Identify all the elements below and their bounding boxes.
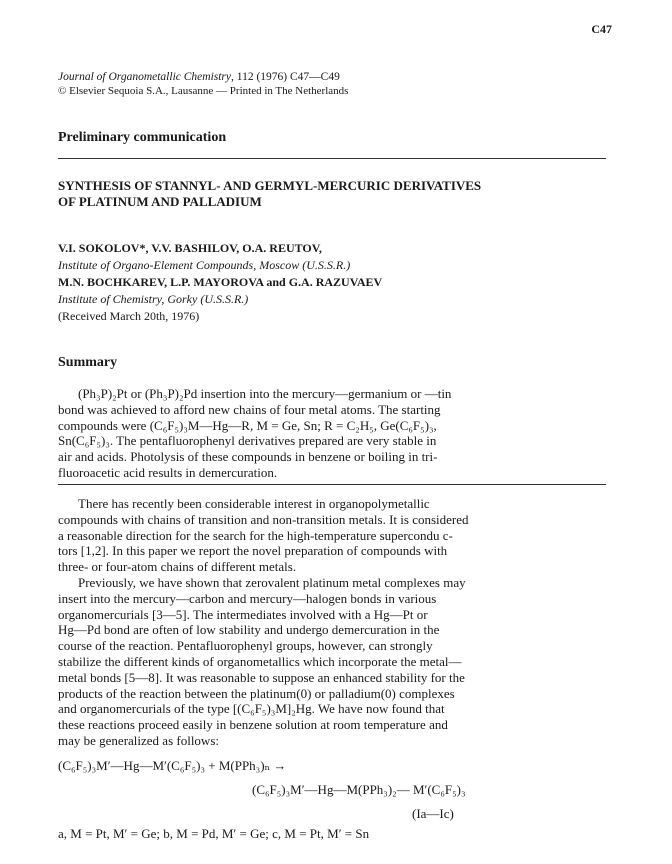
summary-line: bond was achieved to afford new chains of four metal atoms. The starting xyxy=(58,401,441,417)
body-line: There has recently been considerable interest in organopolymetallic xyxy=(78,496,430,511)
equation-label: (Ia—Ic) xyxy=(412,806,454,821)
author-group-2: M.N. BOCHKAREV, L.P. MAYOROVA and G.A. RAZUVAEV xyxy=(58,275,383,289)
body-line: and organomercurials of the type [(C₆F₅)₃M]₂Hg. We have now found that xyxy=(58,701,445,717)
summary-line: Sn(C₆F₅)₃. The pentafluorophenyl derivatives prepared are very stable in xyxy=(58,433,437,449)
summary-line: fluoroacetic acid results in demercuration. xyxy=(58,464,278,480)
equation-left: (C₆F₅)₃M′—Hg—M′(C₆F₅)₃ + M(PPh₃)ₙ → xyxy=(58,758,287,773)
body-line: metal bonds [5—8]. It was reasonable to suppose an enhanced stability for the xyxy=(58,669,465,685)
body-line: stabilize the different kinds of organometallics which incorporate the metal— xyxy=(58,653,462,669)
body-line: course of the reaction. Pentafluorophenyl groups, however, can strongly xyxy=(58,638,433,654)
body-line: compounds with chains of transition and non-transition metals. It is considered xyxy=(58,511,469,527)
page-number: C47 xyxy=(591,22,612,36)
summary-line: (Ph₃P)₂Pt or (Ph₃P)₂Pd insertion into the mercury—germanium or —tin xyxy=(78,386,452,401)
article-title xyxy=(58,178,618,210)
institution-1: Institute of Organo-Element Compounds, Moscow (U.S.S.R.) xyxy=(58,258,351,272)
journal-volume: , 112 (1976) C47—C49 xyxy=(231,71,340,83)
body-line: these reactions proceed easily in benzene solution at room temperature and xyxy=(58,717,448,733)
section-label: Preliminary communication xyxy=(58,130,227,145)
equation-right: (C₆F₅)₃M′—Hg—M(PPh₃)₂— M′(C₆F₅)₃ xyxy=(252,782,466,797)
summary-divider xyxy=(58,484,606,485)
body-line: may be generalized as follows: xyxy=(58,732,219,748)
journal-citation xyxy=(58,70,348,84)
equation-legend: a, M = Pt, M′ = Ge; b, M = Pd, M′ = Ge; c, M = Pt, M′ = Sn xyxy=(58,826,370,841)
body-line: Hg—Pd bond are often of low stability and undergo demercuration in the xyxy=(58,622,440,638)
title-line: OF PLATINUM AND PALLADIUM xyxy=(58,194,262,209)
author-block xyxy=(58,240,382,325)
summary-line: air and acids. Photolysis of these compounds in benzene or boiling in tri- xyxy=(58,449,438,465)
publisher-line: © Elsevier Sequoia S.A., Lausanne — Printed in The Netherlands xyxy=(58,85,349,97)
journal-header xyxy=(58,70,348,98)
body-line: Previously, we have shown that zerovalent platinum metal complexes may xyxy=(78,574,466,590)
summary-heading: Summary xyxy=(58,355,118,370)
body-line: insert into the mercury—carbon and mercury—halogen bonds in various xyxy=(58,590,437,606)
journal-name: Journal of Organometallic Chemistry xyxy=(58,71,232,83)
institution-2: Institute of Chemistry, Gorky (U.S.S.R.) xyxy=(58,292,249,306)
body-text xyxy=(58,496,618,749)
title-line: SYNTHESIS OF STANNYL- AND GERMYL-MERCURIC DERIVATIVES xyxy=(58,178,482,193)
body-line: products of the reaction between the platinum(0) or palladium(0) complexes xyxy=(58,685,455,701)
body-line: tors [1,2]. In this paper we report the novel preparation of compounds with xyxy=(58,543,448,559)
author-group-1: V.I. SOKOLOV*, V.V. BASHILOV, O.A. REUTOV, xyxy=(58,241,322,255)
summary-text xyxy=(58,386,618,481)
top-divider xyxy=(58,158,606,159)
body-line: three- or four-atom chains of different metals. xyxy=(58,559,297,575)
body-line: organomercurials [3—5]. The intermediates involved with a Hg—Pt or xyxy=(58,606,428,622)
body-line: a reasonable direction for the search for the high-temperature supercondu c- xyxy=(58,527,453,543)
summary-line: compounds were (C₆F₅)₃M—Hg—R, M = Ge, Sn; R = C₂H₅, Ge(C₆F₅)₃, xyxy=(58,417,437,433)
received-date: (Received March 20th, 1976) xyxy=(58,309,200,323)
